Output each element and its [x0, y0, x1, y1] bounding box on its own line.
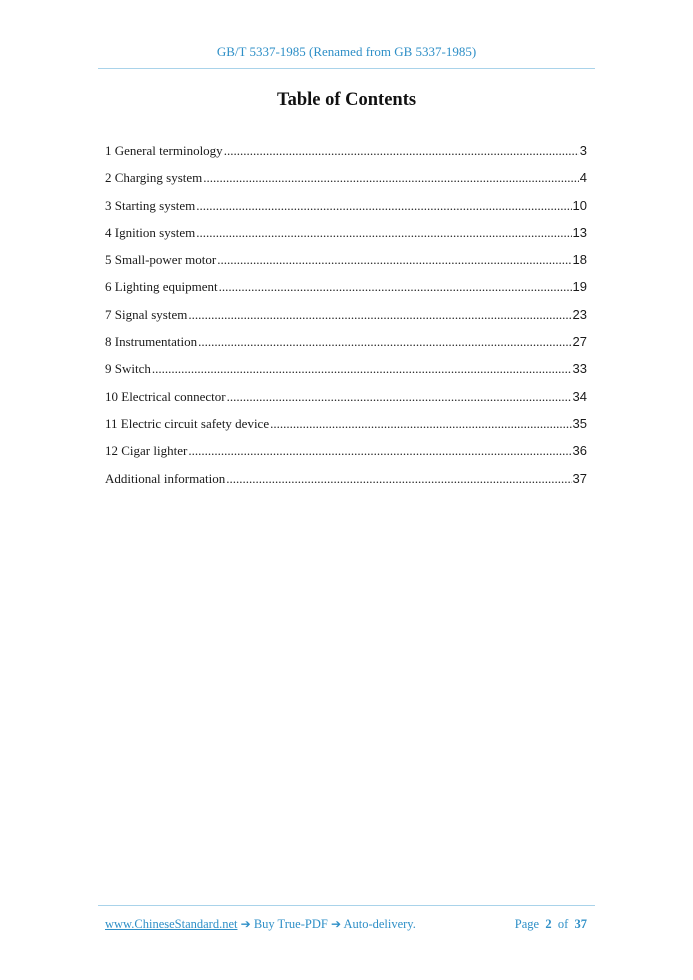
- toc-label: 9 Switch: [105, 361, 151, 377]
- total-page-number: 37: [574, 917, 587, 931]
- toc-entry-electrical-connector[interactable]: [105, 389, 587, 416]
- toc-entry-ignition-system[interactable]: [105, 225, 587, 252]
- toc-page-number: 3: [579, 143, 587, 158]
- toc-page-number: 37: [572, 470, 587, 486]
- toc-leader-dots: [188, 443, 571, 459]
- toc-leader-dots: [196, 198, 571, 214]
- toc-label: 4 Ignition system: [105, 224, 196, 240]
- toc-page-number: 34: [572, 388, 587, 404]
- toc-leader-dots: [188, 307, 571, 323]
- toc-page-number: 35: [572, 415, 587, 431]
- toc-entry-cigar-lighter[interactable]: [105, 443, 587, 470]
- toc-entry-circuit-safety-device[interactable]: [105, 416, 587, 443]
- toc-leader-dots: [224, 143, 579, 159]
- toc-entry-instrumentation[interactable]: [105, 334, 587, 361]
- page-word: Page: [514, 917, 540, 931]
- header-divider: [98, 68, 595, 69]
- website-link[interactable]: www.ChineseStandard.net: [105, 917, 238, 931]
- toc-label: 5 Small-power motor: [105, 252, 217, 268]
- toc-entry-starting-system[interactable]: [105, 198, 587, 225]
- toc-label: 3 Starting system: [105, 197, 196, 213]
- toc-label: 6 Lighting equipment: [105, 279, 218, 295]
- toc-entry-small-power-motor[interactable]: [105, 252, 587, 279]
- toc-page-number: 36: [572, 443, 587, 459]
- toc-leader-dots: [196, 225, 571, 241]
- toc-entry-charging-system[interactable]: [105, 170, 587, 197]
- footer-divider: [98, 905, 595, 906]
- arrow-right-icon: ➔: [240, 917, 251, 931]
- page-footer: [105, 917, 587, 932]
- toc-page-number: 23: [572, 306, 587, 322]
- toc-label: Additional information: [105, 470, 226, 486]
- toc-label: 11 Electric circuit safety device: [105, 415, 270, 431]
- toc-label: 2 Charging system: [105, 170, 203, 186]
- toc-page-number: 27: [572, 334, 587, 350]
- toc-label: 8 Instrumentation: [105, 334, 198, 350]
- toc-label: 10 Electrical connector: [105, 388, 226, 404]
- toc-entry-additional-information[interactable]: [105, 471, 587, 498]
- toc-leader-dots: [227, 389, 572, 405]
- footer-promo: [105, 917, 416, 932]
- toc-leader-dots: [226, 471, 571, 487]
- toc-label: 1 General terminology: [105, 143, 223, 158]
- page-title: Table of Contents: [276, 90, 417, 110]
- toc-leader-dots: [270, 416, 571, 432]
- toc-leader-dots: [219, 279, 572, 295]
- table-of-contents: [105, 143, 587, 498]
- toc-label: 12 Cigar lighter: [105, 443, 188, 459]
- auto-delivery-text: Auto-delivery.: [343, 917, 416, 931]
- arrow-right-icon: ➔: [330, 917, 341, 931]
- toc-leader-dots: [217, 252, 571, 268]
- toc-page-number: 19: [572, 279, 587, 295]
- running-header: GB/T 5337-1985 (Renamed from GB 5337-1985): [216, 44, 477, 59]
- current-page-number: 2: [545, 917, 552, 931]
- toc-page-number: 13: [572, 224, 587, 240]
- toc-page-number: 4: [579, 170, 587, 186]
- toc-label: 7 Signal system: [105, 306, 188, 322]
- buy-true-pdf-link[interactable]: Buy True-PDF: [253, 917, 328, 931]
- toc-leader-dots: [198, 334, 571, 350]
- page-counter: [515, 917, 587, 932]
- toc-entry-switch[interactable]: [105, 361, 587, 388]
- toc-leader-dots: [203, 170, 579, 186]
- toc-entry-general-terminology[interactable]: [105, 143, 587, 170]
- toc-entry-signal-system[interactable]: [105, 307, 587, 334]
- page-of-word: of: [557, 917, 569, 931]
- toc-page-number: 10: [572, 197, 587, 213]
- toc-page-number: 18: [572, 252, 587, 268]
- toc-page-number: 33: [572, 361, 587, 377]
- toc-leader-dots: [152, 361, 572, 377]
- toc-entry-lighting-equipment[interactable]: [105, 279, 587, 306]
